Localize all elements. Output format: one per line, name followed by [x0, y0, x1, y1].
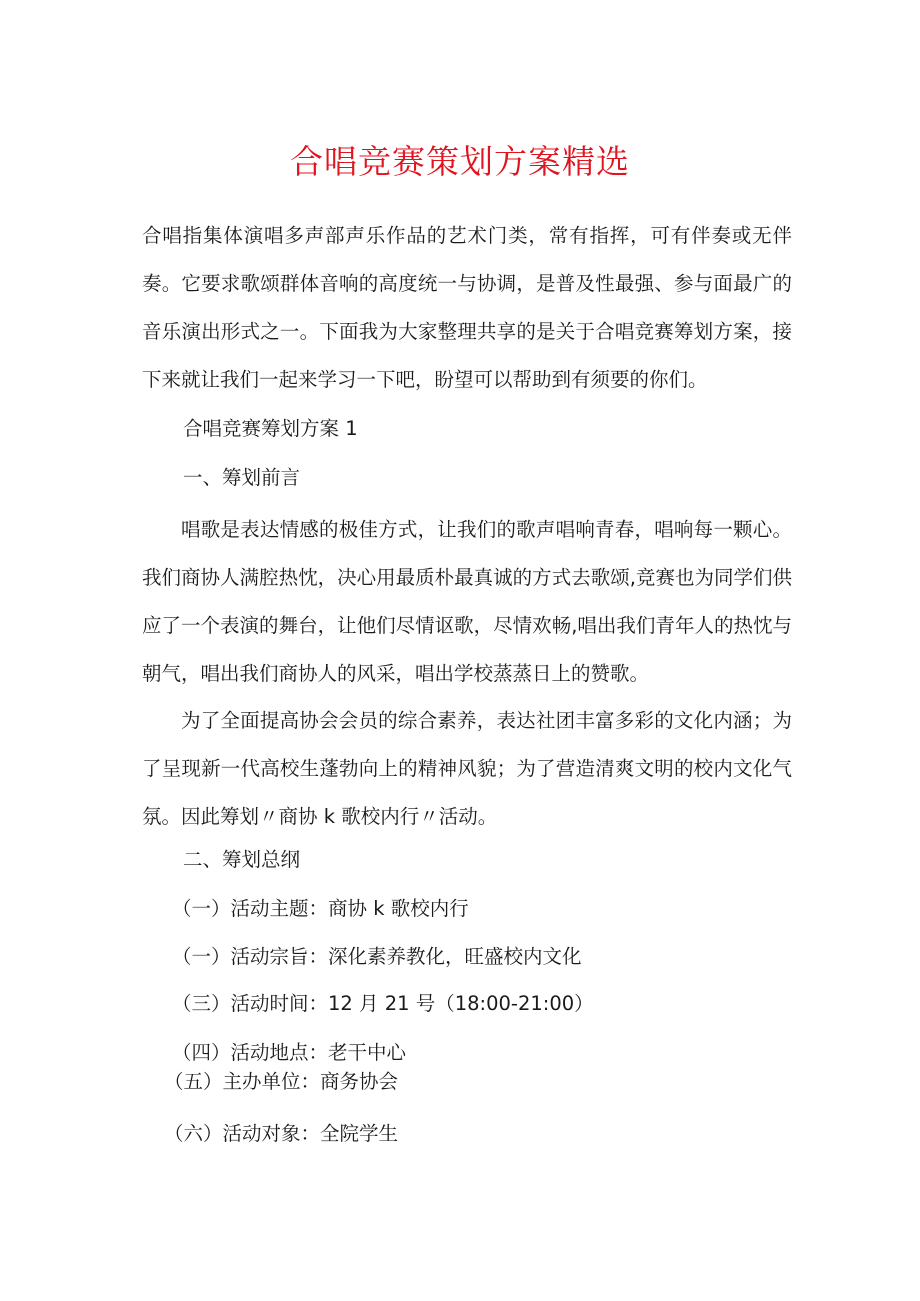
plan-heading: 合唱竞赛筹划方案 1 — [183, 417, 358, 440]
list-item-theme: （一）活动主题：商协 k 歌校内行 — [172, 897, 469, 920]
list-item-location: （四）活动地点：老干中心 — [172, 1041, 407, 1064]
section2-heading: 二、筹划总纲 — [183, 848, 301, 871]
list-item-audience: （六）活动对象：全院学生 — [164, 1122, 399, 1145]
list-item-organizer: （五）主办单位：商务协会 — [164, 1070, 399, 1093]
document-title: 合唱竞赛策划方案精选 — [290, 142, 630, 181]
section1-heading: 一、筹划前言 — [183, 466, 301, 489]
intro-paragraph: 合唱指集体演唱多声部声乐作品的艺术门类，常有指挥，可有伴奏或无伴奏。它要求歌颂群体音响的高度统一与协调，是普及性最强、参与面最广的音乐演出形式之一。下面我为大家整理共享的是关于合唱竞赛筹划方案，接下来就让我们一起来学习一下吧，盼望可以帮助到有须要的你们。 — [142, 224, 792, 391]
section1-paragraph-2: 为了全面提高协会会员的综合素养，表达社团丰富多彩的文化内涵；为了呈现新一代高校生蓬勃向上的精神风貌；为了营造清爽文明的校内文化气氛。因此筹划〃商协 k 歌校内行〃活动。 — [142, 709, 792, 828]
section1-paragraph-1: 唱歌是表达情感的极佳方式，让我们的歌声唱响青春，唱响每一颗心。我们商协人满腔热忱，决心用最质朴最真诚的方式去歌颂,竞赛也为同学们供应了一个表演的舞台，让他们尽情讴歌，尽情欢畅,唱出我们青年人的热忱与朝气，唱出我们商协人的风采，唱出学校蒸蒸日上的赞歌。 — [142, 518, 792, 685]
list-item-time: （三）活动时间：12 月 21 号（18:00-21:00） — [172, 992, 594, 1015]
list-item-purpose: （一）活动宗旨：深化素养教化，旺盛校内文化 — [172, 945, 582, 968]
